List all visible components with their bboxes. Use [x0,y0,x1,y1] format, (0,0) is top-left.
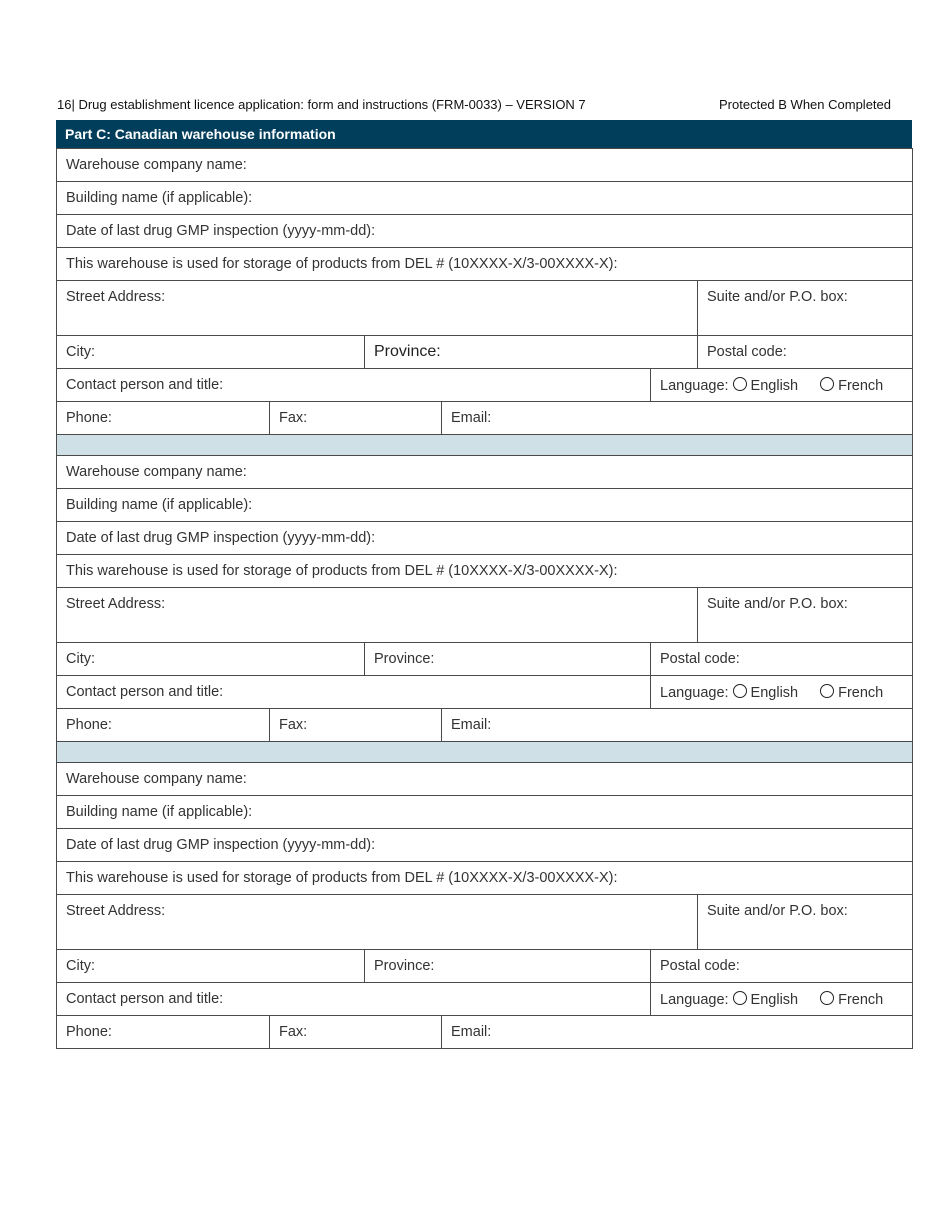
english-radio[interactable] [733,377,747,391]
language-label: Language: [660,684,729,701]
french-radio[interactable] [820,684,834,698]
language-label: Language: [660,377,729,394]
del-storage-label: This warehouse is used for storage of products from DEL # (10XXXX-X/3-00XXXX-X): [66,563,618,579]
phone-field-2[interactable] [57,709,270,742]
document-header-title: 16| Drug establishment licence application: form and instructions (FRM-0033) – VERSION 7 [57,97,586,112]
french-label: French [838,377,884,394]
del-storage-field-2[interactable] [57,555,913,588]
english-label: English [750,377,799,394]
building-name-label: Building name (if applicable): [66,190,253,206]
del-storage-field-1[interactable] [57,248,913,281]
english-radio[interactable] [733,684,747,698]
english-label: English [750,684,799,701]
part-c-title: Part C: Canadian warehouse information [56,120,912,148]
building-name-label: Building name (if applicable): [66,497,253,513]
gmp-date-label: Date of last drug GMP inspection (yyyy-mm-dd): [66,223,376,239]
contact-label: Contact person and title: [66,991,224,1007]
french-label: French [838,991,884,1008]
gmp-date-label: Date of last drug GMP inspection (yyyy-mm-dd): [66,530,376,546]
province-label: Province: [374,651,435,667]
province-label: Province: [374,343,441,360]
city-field-2[interactable] [57,643,365,676]
email-label: Email: [451,410,492,426]
fax-label: Fax: [279,717,308,733]
block-separator [57,742,913,763]
city-label: City: [66,958,95,974]
del-storage-label: This warehouse is used for storage of products from DEL # (10XXXX-X/3-00XXXX-X): [66,256,618,272]
fax-label: Fax: [279,1024,308,1040]
fax-field-1[interactable] [270,402,442,435]
province-label: Province: [374,958,435,974]
postal-code-label: Postal code: [660,651,740,667]
building-name-label: Building name (if applicable): [66,804,253,820]
company-name-field-2[interactable] [57,456,913,489]
english-radio[interactable] [733,991,747,1005]
gmp-date-field-1[interactable] [57,215,913,248]
suite-field-2[interactable] [698,588,913,643]
warehouse-form [56,120,912,1049]
block-separator [57,435,913,456]
suite-label: Suite and/or P.O. box: [707,596,848,612]
postal-code-field-1[interactable] [698,336,913,369]
phone-field-1[interactable] [57,402,270,435]
suite-field-1[interactable] [698,281,913,336]
email-field-2[interactable] [442,709,913,742]
street-address-label: Street Address: [66,903,166,919]
street-address-label: Street Address: [66,596,166,612]
gmp-date-field-2[interactable] [57,522,913,555]
building-name-field-2[interactable] [57,489,913,522]
contact-field-3[interactable] [57,983,651,1016]
fax-field-3[interactable] [270,1016,442,1049]
fax-label: Fax: [279,410,308,426]
street-address-field-2[interactable] [57,588,698,643]
language-field-2 [651,676,913,709]
company-name-label: Warehouse company name: [66,157,247,173]
email-field-3[interactable] [442,1016,913,1049]
email-field-1[interactable] [442,402,913,435]
contact-label: Contact person and title: [66,377,224,393]
warehouse-table [56,148,913,1049]
street-address-field-3[interactable] [57,895,698,950]
postal-code-field-3[interactable] [651,950,913,983]
french-radio[interactable] [820,377,834,391]
protected-notice: Protected B When Completed [719,97,891,112]
company-name-label: Warehouse company name: [66,771,247,787]
phone-label: Phone: [66,717,112,733]
language-label: Language: [660,991,729,1008]
contact-field-1[interactable] [57,369,651,402]
postal-code-label: Postal code: [660,958,740,974]
suite-label: Suite and/or P.O. box: [707,289,848,305]
city-label: City: [66,651,95,667]
street-address-label: Street Address: [66,289,166,305]
language-field-1 [651,369,913,402]
phone-label: Phone: [66,410,112,426]
email-label: Email: [451,717,492,733]
phone-field-3[interactable] [57,1016,270,1049]
company-name-field-1[interactable] [57,149,913,182]
province-field-3[interactable] [365,950,651,983]
gmp-date-field-3[interactable] [57,829,913,862]
province-field-1[interactable] [365,336,698,369]
phone-label: Phone: [66,1024,112,1040]
del-storage-field-3[interactable] [57,862,913,895]
city-label: City: [66,344,95,360]
suite-label: Suite and/or P.O. box: [707,903,848,919]
company-name-label: Warehouse company name: [66,464,247,480]
suite-field-3[interactable] [698,895,913,950]
postal-code-label: Postal code: [707,344,787,360]
french-radio[interactable] [820,991,834,1005]
language-field-3 [651,983,913,1016]
fax-field-2[interactable] [270,709,442,742]
city-field-3[interactable] [57,950,365,983]
english-label: English [750,991,799,1008]
contact-field-2[interactable] [57,676,651,709]
city-field-1[interactable] [57,336,365,369]
company-name-field-3[interactable] [57,763,913,796]
postal-code-field-2[interactable] [651,643,913,676]
province-field-2[interactable] [365,643,651,676]
email-label: Email: [451,1024,492,1040]
contact-label: Contact person and title: [66,684,224,700]
building-name-field-1[interactable] [57,182,913,215]
gmp-date-label: Date of last drug GMP inspection (yyyy-mm-dd): [66,837,376,853]
building-name-field-3[interactable] [57,796,913,829]
french-label: French [838,684,884,701]
del-storage-label: This warehouse is used for storage of products from DEL # (10XXXX-X/3-00XXXX-X): [66,870,618,886]
street-address-field-1[interactable] [57,281,698,336]
